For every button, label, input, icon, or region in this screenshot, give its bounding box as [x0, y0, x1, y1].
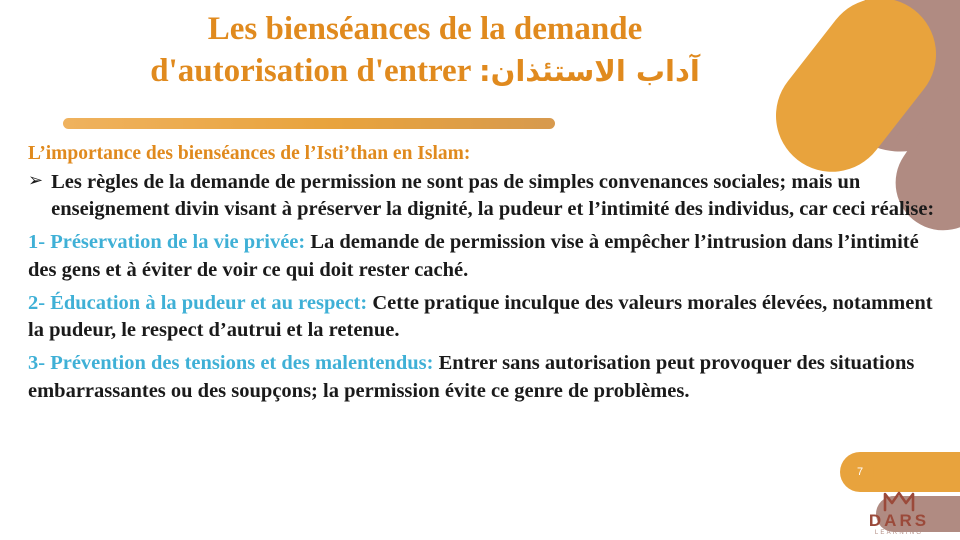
point-1-heading: 1- Préservation de la vie privée: [28, 231, 306, 254]
bullet-item-text: Les règles de la demande de permission ne sont pas de simples convenances sociales; mais un enseignement divin visant à préserver la dignité, la pudeur et l’intimité des individus, car ceci réalise: [51, 170, 935, 221]
slide-body [28, 142, 938, 405]
logo-name: DARS [868, 511, 930, 530]
page-number: 7 [846, 458, 874, 486]
bullet-arrow-icon: ➢ [28, 169, 44, 191]
logo-subtitle: LEARNING [874, 530, 924, 536]
bullet-item [28, 169, 938, 224]
slide-title-line1: Les bienséances de la demande [207, 11, 643, 47]
point-1 [28, 229, 938, 284]
brand-logo [856, 490, 942, 536]
title-underline [63, 118, 555, 129]
point-3 [28, 350, 938, 405]
slide-title-line2-ar: آداب الاستئذان: [479, 54, 700, 89]
point-3-text: Entrer sans autorisation peut provoquer des situations embarrassantes ou des soupçons; la permission évite ce genre de problèmes. [28, 352, 915, 402]
point-3-heading: 3- Prévention des tensions et des malentendus: [28, 352, 434, 375]
body-lead: L’importance des bienséances de l’Isti’than en Islam: [28, 143, 471, 164]
point-2 [28, 290, 938, 345]
point-1-text: La demande de permission vise à empêcher l’intrusion dans l’intimité des gens et à éviter de voir ce qui doit rester caché. [28, 231, 919, 281]
point-2-text: Cette pratique inculque des valeurs morales élevées, notamment la pudeur, le respect d’autrui et la retenue. [28, 291, 933, 342]
slide-title-line2-fr: d'autorisation d'entrer [150, 53, 479, 90]
logo-mark-icon [882, 490, 916, 512]
slide-title [60, 8, 790, 92]
point-2-heading: 2- Éducation à la pudeur et au respect: [28, 291, 368, 314]
